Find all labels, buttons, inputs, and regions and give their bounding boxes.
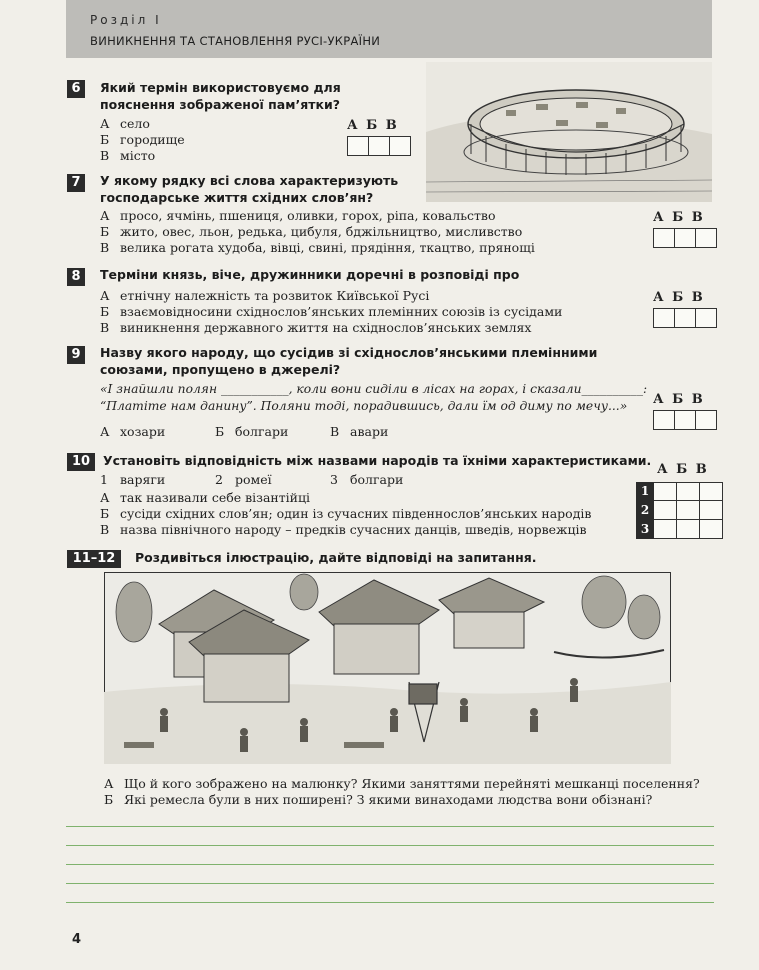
question-9-number: 9 (67, 346, 85, 364)
answer-line[interactable] (66, 902, 714, 903)
q10-option-b: Б сусіди східних слов’ян; один із сучасних південнослов’янських народів (100, 506, 592, 521)
q10-cell[interactable] (677, 482, 700, 501)
q7-cell-b[interactable] (675, 229, 696, 247)
question-10-text: Установіть відповідність між назвами народів та їхніми характеристиками. (103, 453, 652, 468)
q7-option-b[interactable]: Б жито, овес, льон, редька, цибуля, бджільництво, мисливство (100, 224, 523, 239)
question-8-number: 8 (67, 268, 85, 286)
question-6-number: 6 (67, 80, 85, 98)
q8-cell-b[interactable] (675, 309, 696, 327)
q9-quote-line-2: “Платіте нам данину”. Поляни тоді, порадившись, дали їм од диму по мечу...» (100, 399, 628, 413)
fortress-illustration (426, 62, 712, 202)
q8-option-c[interactable]: В виникнення державного життя на східнослов’янських землях (100, 320, 532, 335)
question-7-text: У якому рядку всі слова характеризують господарське життя східних слов’ян? (100, 173, 399, 205)
q10-people-2: 2 ромеї (215, 472, 272, 487)
q10-people-1: 1 варяги (100, 472, 166, 487)
q6-cell-c[interactable] (390, 137, 410, 155)
q7-cell-a[interactable] (654, 229, 675, 247)
q10-cell[interactable] (700, 501, 723, 520)
q6-cell-a[interactable] (348, 137, 369, 155)
section-header (66, 0, 712, 58)
q9-cell-a[interactable] (654, 411, 675, 429)
q9-cell-b[interactable] (675, 411, 696, 429)
q8-option-b[interactable]: Б взаємовідносини східнослов’янських племінних союзів із сусідами (100, 304, 563, 319)
settlement-illustration (104, 572, 671, 764)
question-8-text: Терміни князь, віче, дружинники доречні в розповіді про (100, 267, 520, 282)
q6-cell-b[interactable] (369, 137, 390, 155)
answer-line[interactable] (66, 883, 714, 884)
q10-answer-grid: 1 2 3 (636, 482, 723, 539)
q10-cell[interactable] (700, 520, 723, 539)
q9-option-c[interactable]: В авари (330, 424, 389, 439)
q8-cell-c[interactable] (696, 309, 716, 327)
q9-quote-line-1: «І знайшли полян ___________, коли вони сиділи в лісах на горах, і сказали__________: (100, 382, 648, 396)
answer-line[interactable] (66, 864, 714, 865)
page-number: 4 (72, 932, 82, 947)
q10-answer-header: А Б В (657, 462, 707, 477)
q10-cell[interactable] (654, 520, 677, 539)
question-10-number: 10 (67, 453, 95, 471)
q10-option-c: В назва північного народу – предків сучасних данців, шведів, норвежців (100, 522, 587, 537)
q11-task-b: Б Які ремесла були в них поширені? З якими винаходами людства вони обізнані? (104, 792, 653, 807)
q10-cell[interactable] (654, 501, 677, 520)
q10-people-3: 3 болгари (330, 472, 404, 487)
q9-cell-c[interactable] (696, 411, 716, 429)
answer-line[interactable] (66, 826, 714, 827)
section-title: ВИНИКНЕННЯ ТА СТАНОВЛЕННЯ РУСІ-УКРАЇНИ (90, 34, 381, 48)
q10-cell[interactable] (677, 501, 700, 520)
answer-line[interactable] (66, 845, 714, 846)
q6-option-b[interactable]: Б городище (100, 132, 185, 147)
q7-option-a[interactable]: А просо, ячмінь, пшениця, оливки, горох, ріпа, ковальство (100, 208, 496, 223)
q7-option-c[interactable]: В велика рогата худоба, вівці, свині, прядіння, ткацтво, прянощі (100, 240, 535, 255)
q10-option-a: А так називали себе візантійці (100, 490, 311, 505)
q6-option-c[interactable]: В місто (100, 148, 156, 163)
section-label: Розділ І (90, 13, 162, 27)
q10-cell[interactable] (654, 482, 677, 501)
q10-cell[interactable] (677, 520, 700, 539)
question-7-number: 7 (67, 174, 85, 192)
q6-option-a[interactable]: А село (100, 116, 150, 131)
q7-cell-c[interactable] (696, 229, 716, 247)
q10-cell[interactable] (700, 482, 723, 501)
q8-option-a[interactable]: А етнічну належність та розвиток Київської Русі (100, 288, 430, 303)
question-11-12-number: 11–12 (67, 550, 121, 568)
q11-task-a: А Що й кого зображено на малюнку? Якими заняттями перейняті мешканці поселення? (104, 776, 700, 791)
question-9-text: Назву якого народу, що сусідив зі східнослов’янськими племінними союзами, пропущено в джерелі? (100, 345, 598, 377)
question-6-text: Який термін використовуємо для пояснення зображеної пам’ятки? (100, 80, 341, 112)
q9-option-a[interactable]: А хозари (100, 424, 166, 439)
question-11-12-text: Роздивіться ілюстрацію, дайте відповіді на запитання. (135, 550, 537, 565)
q9-option-b[interactable]: Б болгари (215, 424, 289, 439)
q8-cell-a[interactable] (654, 309, 675, 327)
